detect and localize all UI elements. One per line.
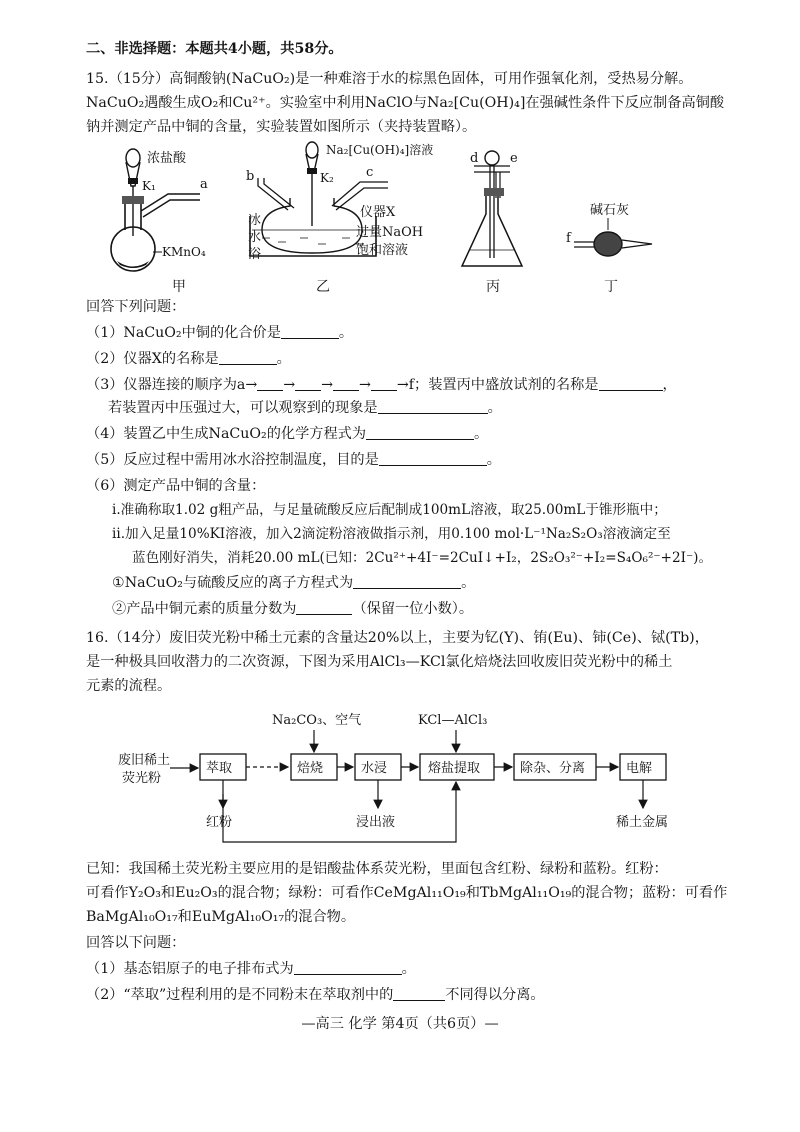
caption-bing: 丙 [486, 279, 500, 295]
flow-out-metal: 稀土金属 [616, 815, 669, 830]
ding-reagent: 碱石灰 [590, 203, 630, 218]
q16-intro-line-3: 元素的流程。 [86, 678, 172, 694]
q15-apparatus-figure [0, 138, 800, 298]
flow-out-red: 红粉 [206, 815, 233, 830]
ding-port-f: f [566, 231, 571, 246]
jia-outlet-a: a [200, 177, 208, 192]
apparatus-yi [246, 142, 433, 262]
q15-intro-line-1: 15.（15分）高铜酸钠(NaCuO₂)是一种难溶于水的棕黑色固体，可用作强氧化剂，受热易分解。 [86, 71, 693, 87]
caption-yi: 乙 [316, 279, 330, 295]
q16-sub-2: （2）“萃取”过程利用的是不同粉末在萃取剂中的 不同得以分离。 [86, 987, 545, 1003]
jia-reagent-top: 浓盐酸 [147, 151, 187, 166]
yi-outlet-c: c [366, 165, 374, 180]
yi-bath-3: 浴 [248, 247, 262, 262]
flow-step-roast: 焙烧 [297, 761, 324, 776]
ding-outlet [622, 240, 652, 248]
q16-flow-chart [0, 700, 800, 850]
q15-sub-6-ii-1: ⅱ.加入足量10%KI溶液，加入2滴淀粉溶液做指示剂，用0.100 mol·L⁻¹Na₂S₂O₃溶液滴定至 [112, 526, 671, 542]
q16-known-3: BaMgAl₁₀O₁₇和EuMgAl₁₀O₁₇的混合物。 [86, 909, 356, 925]
q16-known-1: 已知：我国稀土荧光粉主要应用的是铝酸盐体系荧光粉，里面包含红粉、绿粉和蓝粉。红粉： [86, 861, 668, 877]
q15-sub-6-i: ⅰ.准确称取1.02 g粗产品，与足量硫酸反应后配制成100mL溶液，取25.00mL于锥形瓶中； [112, 502, 667, 518]
q15-sub-6: （6）测定产品中铜的含量： [86, 478, 266, 494]
apparatus-jia [111, 149, 208, 271]
caption-ding: 丁 [604, 279, 618, 295]
flow-step-purify: 除杂、分离 [520, 761, 586, 776]
ding-drying-tube [594, 232, 622, 256]
q16-intro-line-2: 是一种极具回收潜力的二次资源，下图为采用AlCl₃—KCl氯化焙烧法回收废旧荧光粉中的稀土 [86, 654, 673, 670]
jia-reagent-flask: KMnO₄ [162, 245, 206, 259]
flow-reagent-roast: Na₂CO₃、空气 [272, 713, 362, 728]
flow-recycle-line [223, 782, 456, 842]
caption-jia: 甲 [172, 279, 186, 295]
jia-valve [128, 178, 138, 184]
yi-inlet-b: b [246, 169, 255, 184]
q16-intro-line-1: 16.（14分）废旧荧光粉中稀土元素的含量达20%以上，主要为钇(Y)、铕(Eu)、铈(Ce)、铽(Tb)， [86, 630, 709, 646]
yi-solution-2: 饱和溶液 [356, 243, 409, 258]
yi-solution-1: 过量NaOH [356, 225, 424, 240]
q15-intro-line-3: 钠并测定产品中铜的含量，实验装置如图所示（夹持装置略）。 [86, 119, 477, 135]
flow-step-leach: 水浸 [361, 761, 388, 776]
q15-sub-5: （5）反应过程中需用冰水浴控制温度，目的是 。 [86, 452, 501, 468]
yi-bath-1: 冰 [248, 213, 262, 228]
yi-valve-label: K₂ [320, 171, 334, 185]
yi-left-tube [258, 178, 294, 210]
q15-sub-1: （1）NaCuO₂中铜的化合价是 。 [86, 325, 354, 341]
jia-kmno4-solid [117, 261, 149, 268]
bing-port-d: d [470, 151, 479, 166]
q15-sub-2: （2）仪器X的名称是 。 [86, 351, 291, 367]
q15-sub-3-cont: 若装置丙中压强过大，可以观察到的现象是 。 [108, 400, 502, 416]
q16-answer-prompt: 回答以下问题： [86, 935, 186, 951]
bing-stopper [484, 188, 504, 196]
jia-stopper [122, 196, 144, 204]
bing-conical-flask [462, 196, 522, 266]
q15-sub-4: （4）装置乙中生成NaCuO₂的化学方程式为 。 [86, 426, 489, 442]
flow-step-salt: 熔盐提取 [428, 761, 481, 776]
q15-sub-6-q2: ②产品中铜元素的质量分数为 （保留一位小数）。 [112, 601, 474, 617]
yi-bath-2: 水 [248, 230, 262, 245]
section-header: 二、非选择题：本题共4小题，共58分。 [86, 41, 343, 57]
jia-valve-label: K₁ [142, 179, 156, 193]
jia-funnel [126, 149, 140, 167]
ding-inlet-tube [574, 242, 594, 247]
yi-valve [307, 168, 317, 174]
apparatus-ding [566, 203, 652, 256]
q16-known-2: 可看作Y₂O₃和Eu₂O₃的混合物；绿粉：可看作CeMgAl₁₁O₁₉和TbMgAl₁₁O₁₉的混合物；蓝粉：可看作 [86, 885, 728, 901]
q15-sub-3: （3）仪器连接的顺序为a→ → → → →f；装置丙中盛放试剂的名称是 ， [86, 377, 677, 393]
q16-sub-1: （1）基态铝原子的电子排布式为 。 [86, 961, 416, 977]
bing-port-e: e [510, 151, 518, 166]
flow-out-leach: 浸出液 [356, 815, 396, 830]
flow-step-electro: 电解 [626, 761, 653, 776]
q15-sub-6-q1: ①NaCuO₂与硫酸反应的离子方程式为 。 [112, 575, 476, 591]
yi-instrument-x: 仪器X [360, 205, 396, 220]
q15-intro-line-2: NaCuO₂遇酸生成O₂和Cu²⁺。实验室中利用NaClO与Na₂[Cu(OH)₄]在强碱性条件下反应制备高铜酸 [86, 95, 725, 111]
page-footer: —高三 化学 第4页（共6页）— [301, 1016, 499, 1032]
q15-answer-prompt: 回答下列问题： [86, 299, 186, 315]
yi-reagent-top: Na₂[Cu(OH)₄]溶液 [326, 143, 434, 157]
bing-tubes [474, 166, 510, 258]
yi-funnel [306, 142, 318, 158]
jia-side-tube [141, 194, 200, 217]
bing-bulb [485, 151, 499, 165]
flow-feed-1: 废旧稀土 [118, 753, 171, 768]
flow-feed-2: 荧光粉 [122, 771, 162, 786]
flow-step-extract: 萃取 [206, 761, 233, 776]
apparatus-bing [462, 151, 522, 266]
flow-reagent-salt: KCl—AlCl₃ [418, 713, 488, 728]
q15-sub-6-ii-2: 蓝色刚好消失，消耗20.00 mL(已知：2Cu²⁺+4I⁻=2CuI↓+I₂，2S₂O₃²⁻+I₂=S₄O₆²⁻+2I⁻)。 [132, 550, 713, 566]
